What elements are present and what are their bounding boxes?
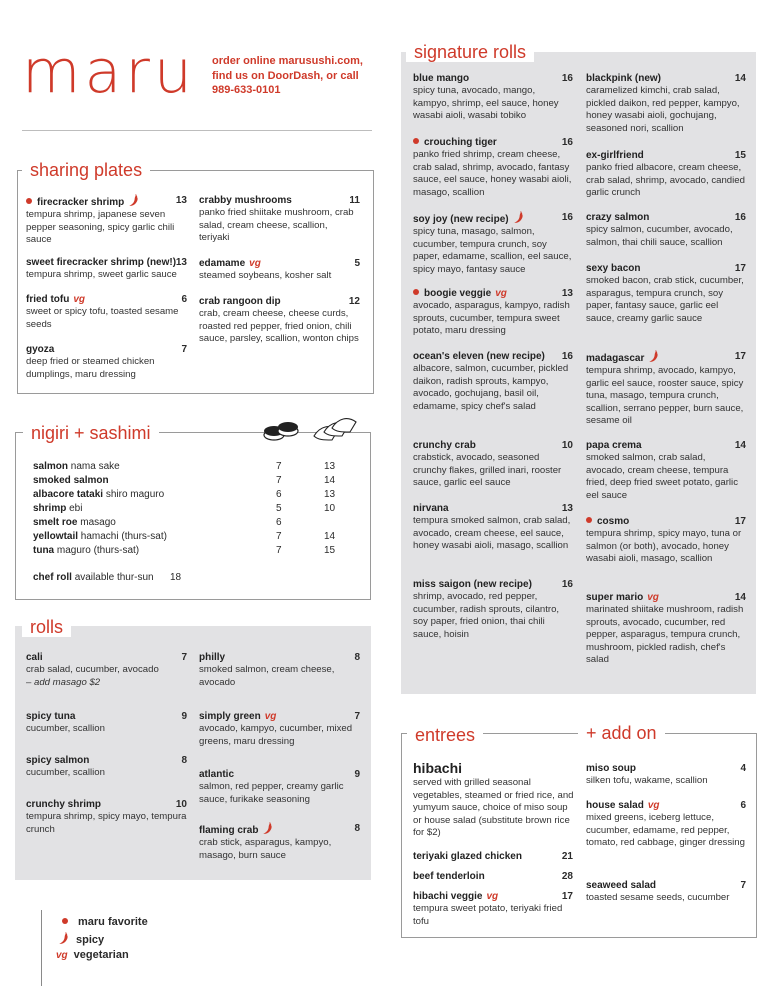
legend-label: vegetarian (73, 949, 129, 961)
item-price: 11 (349, 195, 360, 206)
menu-item (26, 710, 187, 736)
item-name: madagascar (586, 353, 645, 364)
sashimi-price: 10 (324, 503, 336, 514)
vegetarian-mark: vg (249, 258, 261, 269)
item-price: 21 (561, 851, 573, 862)
favorite-dot-icon (413, 138, 419, 144)
menu-item (413, 211, 573, 276)
item-name: crunchy crab (413, 440, 476, 451)
menu-item (26, 754, 187, 780)
item-name: sexy bacon (586, 263, 641, 274)
legend-vegetarian (56, 948, 129, 963)
item-price: 9 (354, 769, 360, 780)
nigiri-row (33, 460, 120, 473)
item-desc: mixed greens, iceberg lettuce, cucumber, edamame, red pepper, tomato, red cabbage, ginger dressing (586, 812, 745, 849)
nigiri-price: 7 (276, 475, 282, 486)
menu-item (586, 72, 746, 135)
item-price: 14 (734, 440, 746, 451)
item-name: miss saigon (new recipe) (413, 579, 532, 590)
item-name: house salad (586, 800, 644, 811)
item-name: seaweed salad (586, 880, 657, 891)
item-price: 16 (561, 579, 573, 590)
item-price: 8 (181, 755, 187, 766)
menu-item (199, 194, 360, 245)
menu-item (586, 149, 746, 200)
item-desc: tempura shrimp, japanese seven pepper seasoning, spicy garlic chili sauce (26, 209, 175, 246)
nigiri-row (33, 474, 109, 487)
item-desc: tempura shrimp, spicy mayo, tempura crunch (26, 811, 187, 835)
item-desc: cucumber, scallion (26, 723, 105, 734)
item-name: atlantic (199, 769, 235, 780)
item-note: – add masago $2 (26, 676, 101, 688)
item-price: 16 (561, 212, 573, 223)
item-name: smoked salmon (33, 475, 109, 486)
item-price: 8 (354, 652, 360, 663)
nigiri-row (33, 488, 164, 501)
menu-item (413, 439, 573, 490)
item-desc: salmon, red pepper, creamy garlic sauce, furikake seasoning (199, 781, 344, 805)
menu-item (586, 350, 746, 428)
favorite-dot-icon (62, 918, 68, 924)
item-name: spicy tuna (26, 711, 76, 722)
menu-item (586, 799, 746, 850)
addon-title: + add on (578, 723, 665, 743)
item-name: beef tenderloin (413, 871, 485, 882)
item-desc: smoked bacon, crab stick, cucumber, asparagus, tempura crunch, soy paper, fantasy sauce, garlic eel sauce, creamy garlic sauce (586, 275, 744, 324)
menu-item (413, 72, 573, 123)
item-price: 7 (181, 344, 187, 355)
menu-item (413, 870, 573, 883)
menu-item (586, 262, 746, 325)
sharing-plates-title: sharing plates (22, 160, 150, 180)
item-name: flaming crab (199, 825, 259, 836)
chili-pepper-icon (58, 932, 69, 945)
item-desc: panko fried albacore, cream cheese, crab salad, shrimp, avocado, candied garlic crunch (586, 162, 745, 199)
nigiri-price: 6 (276, 517, 282, 528)
nigiri-icon (262, 416, 300, 442)
rolls-title: rolls (22, 617, 71, 637)
item-name: yellowtail (33, 531, 79, 542)
item-name: cali (26, 652, 43, 663)
menu-item (26, 651, 187, 689)
contact-line: 989-633-0101 (212, 84, 281, 96)
maru-logo: maru (22, 37, 196, 107)
item-name: super mario (586, 592, 644, 603)
item-desc: crab salad, cucumber, avocado (26, 664, 159, 675)
sashimi-price: 14 (324, 531, 336, 542)
menu-item (199, 768, 360, 806)
item-price: 10 (175, 799, 187, 810)
item-price: 28 (561, 871, 573, 882)
nigiri-price: 7 (276, 461, 282, 472)
menu-item (413, 287, 573, 338)
item-desc: spicy tuna, masago, salmon, cucumber, tempura crunch, soy paper, edamame, scallion, eel sauce, spicy mayo, fantasy sauce (413, 226, 572, 275)
item-desc: avocado, asparagus, kampyo, radish sprouts, cucumber, tempura sweet potato, maru dressing (413, 300, 570, 337)
item-price: 17 (734, 263, 746, 274)
item-sub: masago (80, 517, 116, 528)
menu-item (26, 798, 187, 836)
item-name: papa crema (586, 440, 642, 451)
item-price: 13 (175, 195, 187, 206)
item-price: 17 (734, 351, 746, 362)
chef-roll-row (33, 571, 154, 584)
item-desc: steamed soybeans, kosher salt (199, 270, 332, 281)
menu-item (199, 295, 360, 346)
item-sub: shiro maguro (105, 489, 165, 500)
item-desc: toasted sesame seeds, cucumber (586, 892, 730, 903)
menu-item (199, 710, 360, 748)
entrees-title: entrees (407, 725, 483, 745)
item-name: tuna (33, 545, 55, 556)
item-desc: tempura sweet potato, teriyaki fried tofu (413, 903, 563, 927)
item-name: fried tofu (26, 294, 70, 305)
vegetarian-mark: vg (486, 891, 499, 902)
contact-info (212, 54, 363, 98)
nigiri-title: nigiri + sashimi (23, 423, 159, 443)
menu-item (413, 136, 573, 199)
item-name: crab rangoon dip (199, 296, 281, 307)
menu-item (413, 502, 573, 553)
item-name: chef roll (33, 572, 72, 583)
menu-item (586, 591, 746, 667)
item-price: 7 (181, 652, 187, 663)
nigiri-row (33, 530, 167, 543)
item-sub: available thur-sun (74, 572, 154, 583)
nigiri-price: 7 (276, 531, 282, 542)
item-desc: albacore, salmon, cucumber, pickled daikon, radish sprouts, kampyo, avocado, gochujang, basil oil, edamame, spicy chef's salad (413, 363, 569, 412)
legend-divider (41, 910, 42, 986)
item-sub: maguro (thurs-sat) (56, 545, 140, 556)
item-price: 13 (561, 503, 573, 514)
item-price: 18 (170, 572, 182, 583)
item-name: cosmo (597, 516, 630, 527)
item-price: 13 (561, 288, 573, 299)
item-name: teriyaki glazed chicken (413, 851, 522, 862)
item-name: firecracker shrimp (37, 197, 125, 208)
sashimi-price: 14 (324, 475, 336, 486)
item-desc: crab stick, asparagus, kampyo, masago, burn sauce (199, 837, 332, 861)
menu-item (26, 293, 187, 331)
item-desc: spicy salmon, cucumber, avocado, salmon, thai chili sauce, scallion (586, 224, 733, 248)
contact-line: find us on DoorDash, or call (212, 69, 359, 82)
item-name: salmon (33, 461, 69, 472)
item-desc: panko fried shiitake mushroom, crab salad, cream cheese, scallion, teriyaki (199, 207, 354, 244)
item-price: 17 (561, 891, 573, 902)
item-sub: hamachi (thurs-sat) (80, 531, 167, 542)
legend-spicy (56, 932, 104, 947)
item-name: ex-girlfriend (586, 150, 644, 161)
item-desc: tempura shrimp, spicy mayo, tuna or salmon (or both), avocado, honey wasabi aioli, masago, scallion (586, 528, 742, 565)
item-desc: marinated shiitake mushroom, radish sprouts, avocado, cucumber, red pepper, asparagus, tempura crunch, mushroom, pickled radish, chef's salad (586, 604, 744, 666)
item-price: 17 (734, 516, 746, 527)
nigiri-price: 7 (276, 545, 282, 556)
menu-item (413, 890, 573, 928)
item-price: 16 (561, 73, 573, 84)
favorite-dot-icon (413, 289, 419, 295)
item-desc: deep fried or steamed chicken dumplings, maru dressing (26, 356, 155, 380)
item-price: 6 (740, 800, 746, 811)
menu-item (586, 762, 746, 788)
vegetarian-mark: vg (56, 950, 68, 961)
item-price: 12 (348, 296, 360, 307)
favorite-dot-icon (26, 198, 32, 204)
menu-item (586, 515, 746, 566)
item-desc: caramelized kimchi, crab salad, pickled daikon, red pepper, kampyo, honey wasabi aioli, gochujang, seasoned nori, scallion (586, 85, 740, 134)
menu-item (26, 256, 187, 282)
favorite-dot-icon (586, 517, 592, 523)
item-desc: smoked salmon, crab salad, avocado, cream cheese, tempura fried, deep fried sweet potato, garlic eel sauce (586, 452, 738, 501)
sashimi-price: 15 (324, 545, 336, 556)
item-price: 16 (734, 212, 746, 223)
item-name: blackpink (new) (586, 73, 662, 84)
item-desc: sweet or spicy tofu, toasted sesame seeds (26, 306, 179, 330)
item-desc: tempura smoked salmon, crab salad, avocado, cream cheese, eel sauce, honey wasabi aioli, masago, scallion (413, 515, 571, 552)
nigiri-row (33, 516, 116, 529)
item-price: 5 (354, 258, 360, 269)
item-name: ocean's eleven (new recipe) (413, 351, 545, 362)
item-price: 14 (734, 592, 746, 603)
item-price: 4 (740, 763, 746, 774)
item-name: crabby mushrooms (199, 195, 292, 206)
item-desc: crabstick, avocado, seasoned crunchy flakes, grilled inari, rooster sauce, garlic eel sauce (413, 452, 562, 489)
item-price: 8 (354, 823, 360, 834)
menu-item (199, 257, 360, 283)
item-name: spicy salmon (26, 755, 90, 766)
legend-label: spicy (76, 934, 105, 946)
nigiri-row (33, 502, 82, 515)
item-desc: panko fried shrimp, cream cheese, crab salad, shrimp, avocado, fantasy sauce, eel sauce, honey wasabi aioli, masago, scallion (413, 149, 572, 198)
item-price: 13 (175, 257, 187, 268)
item-price: 16 (561, 351, 573, 362)
hibachi-desc: served with grilled seasonal vegetables, steamed or fried rice, and yumyum sauce, choice of miso soup or house salad (substitute brown rice for $2) (413, 777, 574, 839)
item-desc: spicy tuna, avocado, mango, kampyo, shrimp, eel sauce, honey wasabi aioli, wasabi tobiko (413, 85, 559, 122)
contact-line: order online marusushi.com, (212, 55, 363, 67)
item-name: smelt roe (33, 517, 78, 528)
item-price: 7 (354, 711, 360, 722)
menu-item (586, 879, 746, 905)
item-price: 14 (734, 73, 746, 84)
menu-item (26, 194, 187, 247)
item-desc: avocado, kampyo, cucumber, mixed greens, maru dressing (199, 723, 353, 747)
item-price: 9 (181, 711, 187, 722)
item-price: 7 (740, 880, 746, 891)
item-sub: nama sake (70, 461, 120, 472)
item-desc: cucumber, scallion (26, 767, 105, 778)
vegetarian-mark: vg (495, 288, 507, 299)
menu-item (413, 350, 573, 413)
item-name: philly (199, 652, 226, 663)
chili-pepper-icon (513, 211, 524, 224)
menu-item (586, 211, 746, 249)
legend-favorite (56, 915, 148, 929)
item-name: soy joy (new recipe) (413, 214, 509, 225)
item-name: gyoza (26, 344, 55, 355)
legend-label: maru favorite (78, 916, 148, 928)
item-desc: shrimp, avocado, red pepper, cucumber, radish sprouts, cilantro, soy paper, fried onion, thai chili sauce, hoisin (413, 591, 560, 640)
item-name: shrimp (33, 503, 67, 514)
vegetarian-mark: vg (73, 294, 85, 305)
item-name: hibachi veggie (413, 891, 483, 902)
item-name: boogie veggie (424, 288, 492, 299)
menu-item (413, 578, 573, 641)
menu-item (199, 822, 360, 862)
chili-pepper-icon (262, 822, 273, 835)
item-name: crunchy shrimp (26, 799, 102, 810)
item-desc: smoked salmon, cream cheese, avocado (199, 664, 335, 688)
signature-rolls-title: signature rolls (406, 42, 534, 62)
item-desc: silken tofu, wakame, scallion (586, 775, 708, 786)
item-price: 6 (181, 294, 187, 305)
menu-item (26, 343, 187, 381)
item-price: 15 (734, 150, 746, 161)
item-name: crouching tiger (424, 137, 497, 148)
item-name: miso soup (586, 763, 637, 774)
chili-pepper-icon (128, 194, 139, 207)
item-desc: tempura shrimp, avocado, kampyo, garlic eel sauce, rooster sauce, spicy tuna, masago, tempura crunch, scallion, serrano pepper, burn sauce, sesame oil (586, 365, 744, 427)
chili-pepper-icon (648, 350, 659, 363)
item-price: 10 (561, 440, 573, 451)
menu-item (586, 439, 746, 502)
hibachi-heading: hibachi (413, 760, 463, 776)
item-name: blue mango (413, 73, 470, 84)
item-name: crazy salmon (586, 212, 650, 223)
item-price: 16 (561, 137, 573, 148)
item-desc: crab, cream cheese, cheese curds, roasted red pepper, fried onion, chili sauce, parsley, scallion, wonton chips (199, 308, 359, 345)
vegetarian-mark: vg (647, 592, 659, 603)
menu-item (199, 651, 360, 689)
sashimi-price: 13 (324, 489, 336, 500)
item-name: albacore tataki (33, 489, 104, 500)
nigiri-price: 6 (276, 489, 282, 500)
vegetarian-mark: vg (264, 711, 277, 722)
nigiri-row (33, 544, 139, 557)
item-desc: tempura shrimp, sweet garlic sauce (26, 269, 177, 280)
item-name: edamame (199, 258, 246, 269)
entrees-addon-divider (577, 734, 578, 937)
sashimi-icon (312, 414, 358, 444)
item-name: nirvana (413, 503, 449, 514)
vegetarian-mark: vg (647, 800, 660, 811)
header-divider (22, 130, 372, 131)
item-sub: ebi (69, 503, 83, 514)
item-name: sweet firecracker shrimp (new!) (26, 257, 177, 268)
nigiri-price: 5 (276, 503, 282, 514)
sashimi-price: 13 (324, 461, 336, 472)
menu-item (413, 850, 573, 863)
item-name: simply green (199, 711, 261, 722)
